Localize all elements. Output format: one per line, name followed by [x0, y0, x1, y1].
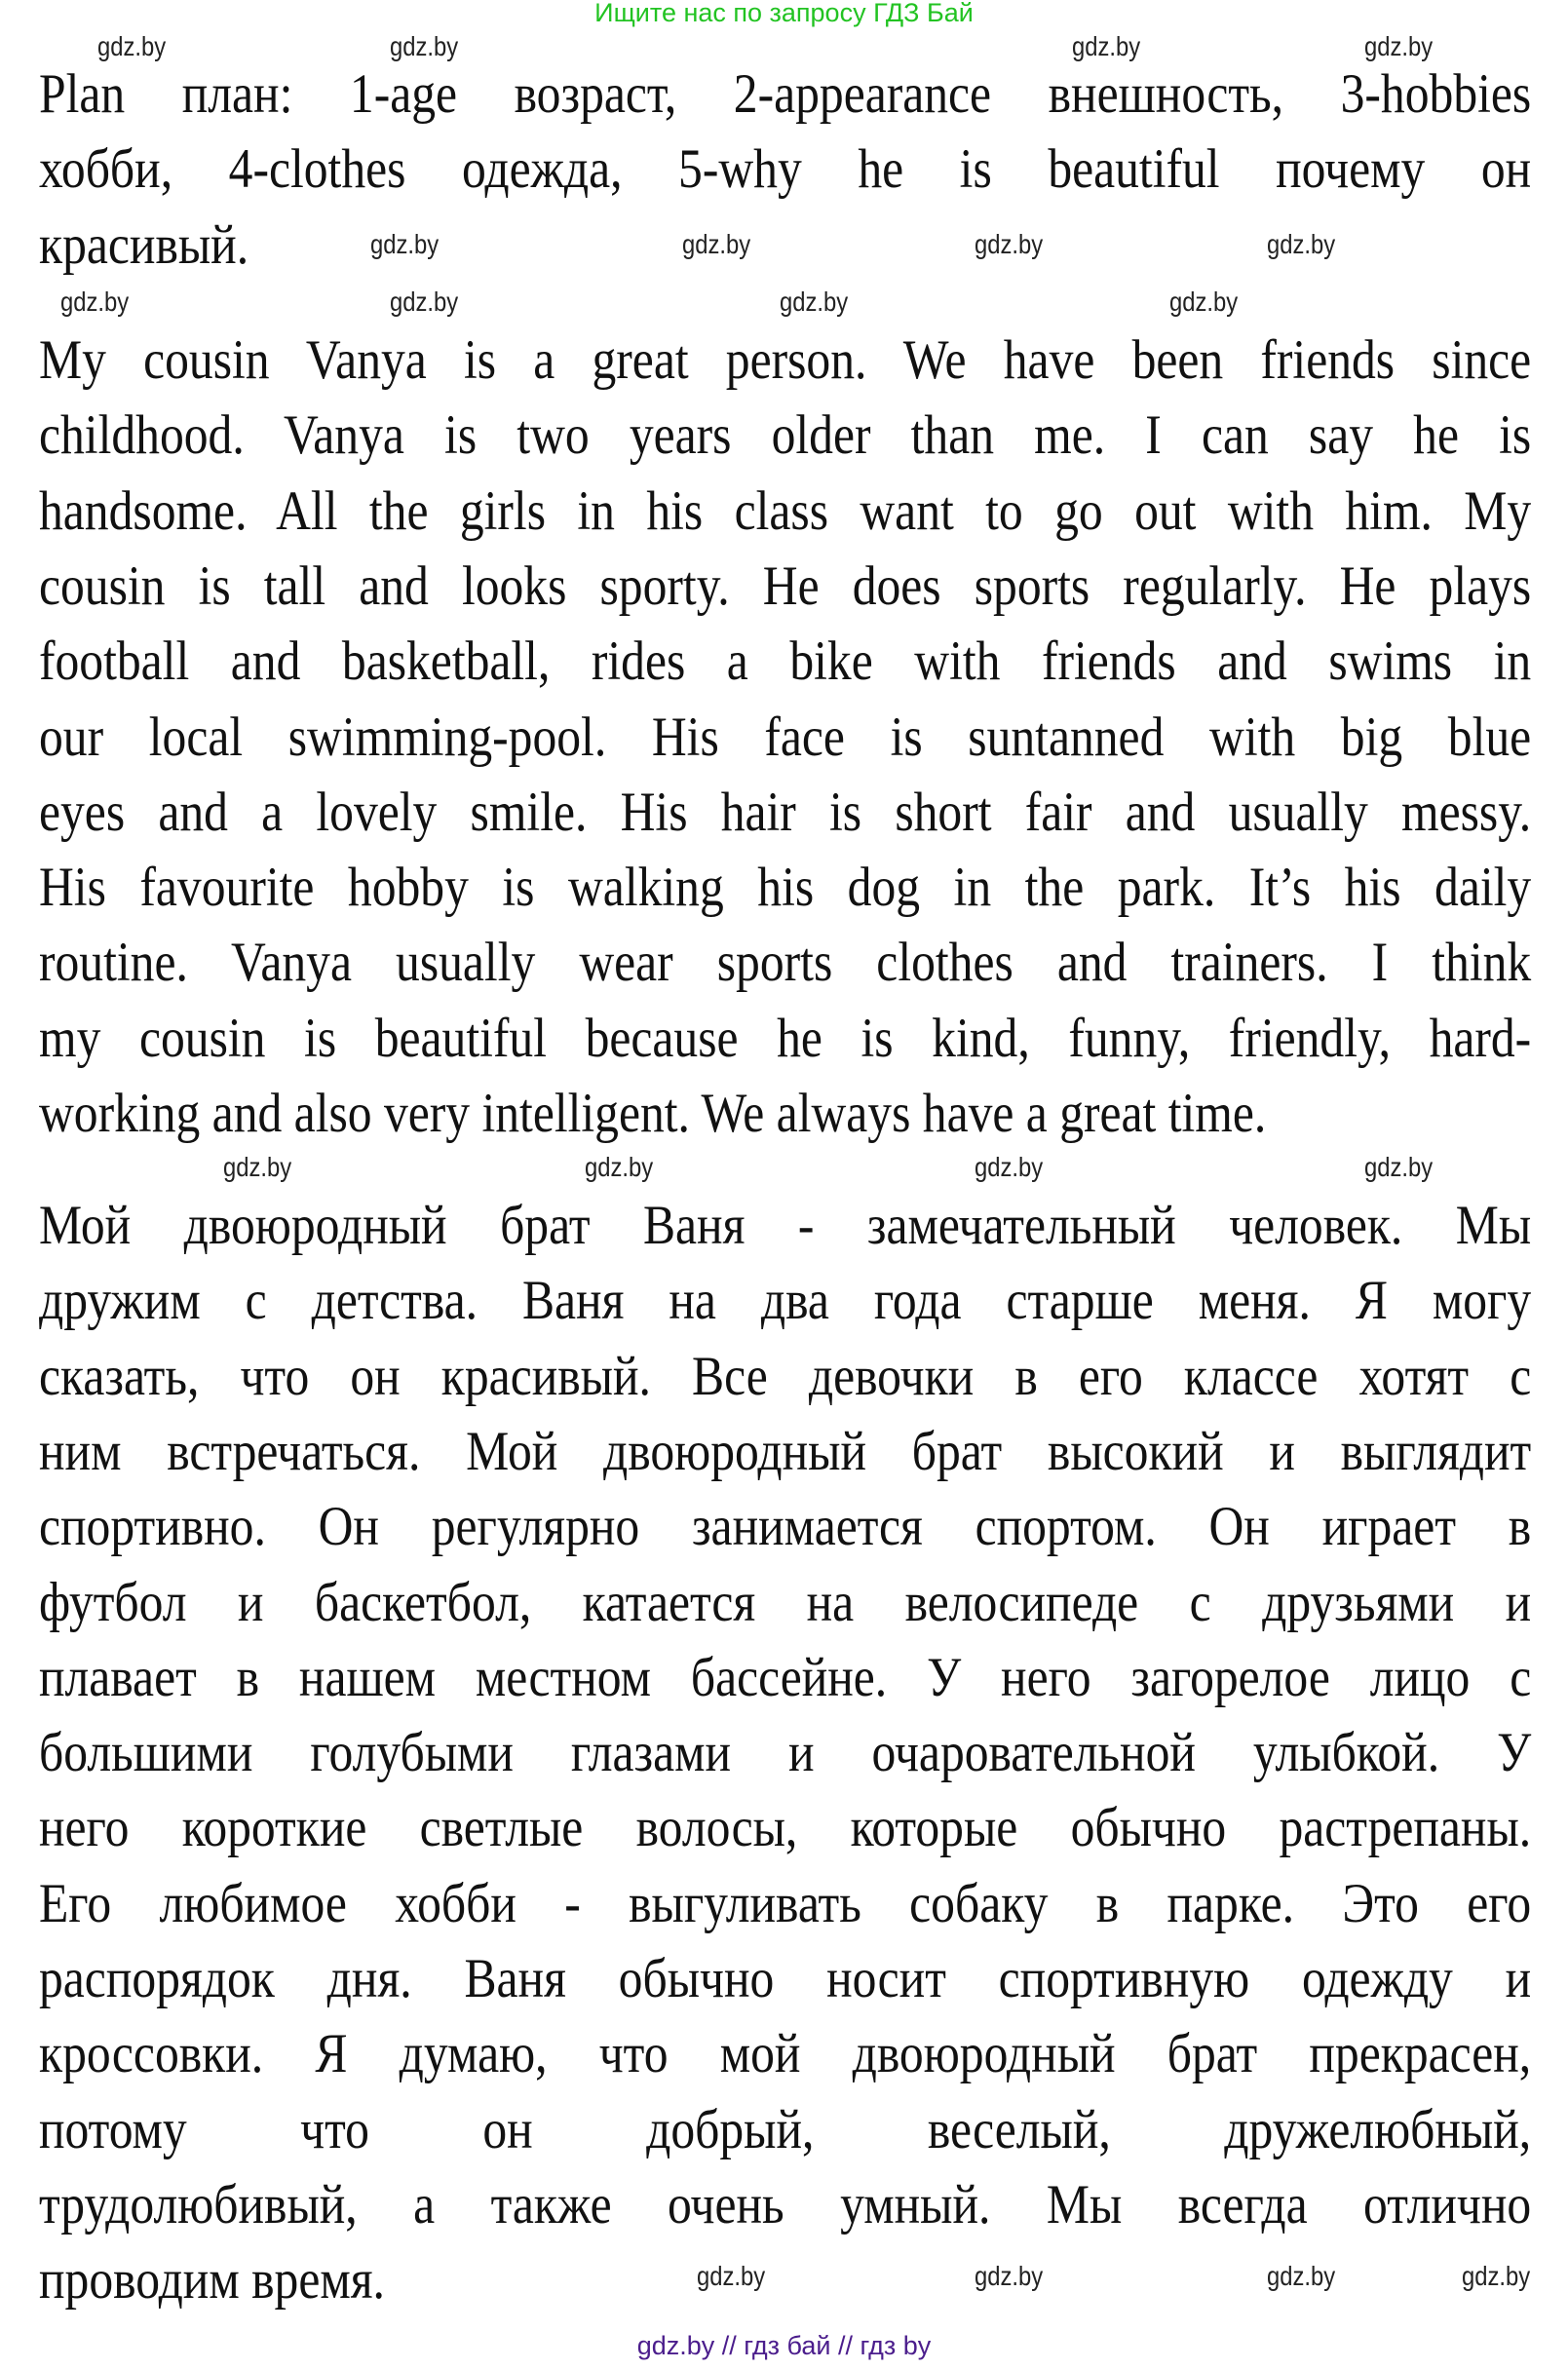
paragraph-2-line: routine. Vanya usually wear sports clothes and trainers. I think [39, 932, 1532, 993]
paragraph-3-line: большими голубыми глазами и очаровательной улыбкой. У [39, 1722, 1532, 1783]
paragraph-2-line: My cousin Vanya is a great person. We have been friends since [39, 329, 1532, 391]
watermark-text: gdz.by [390, 31, 459, 61]
watermark-text: gdz.by [975, 1152, 1044, 1182]
paragraph-2-line: football and basketball, rides a bike with friends and swims in [39, 630, 1532, 692]
paragraph-2-line: working and also very intelligent. We always have a great time. [39, 1083, 1267, 1144]
watermark-text: gdz.by [975, 229, 1044, 259]
watermark-text: gdz.by [585, 1152, 654, 1182]
paragraph-3-line: Мой двоюродный брат Ваня - замечательный человек. Мы [39, 1195, 1532, 1256]
paragraph-2-line: my cousin is beautiful because he is kind, funny, friendly, hard- [39, 1008, 1532, 1069]
paragraph-2-line: handsome. All the girls in his class want to go out with him. My [39, 480, 1532, 542]
watermark-text: gdz.by [682, 229, 751, 259]
paragraph-3-line: потому что он добрый, веселый, дружелюбный, [39, 2099, 1532, 2160]
search-banner-link[interactable]: Ищите нас по запросу ГДЗ Бай [594, 0, 974, 27]
paragraph-3-line: трудолюбивый, а также очень умный. Мы всегда отлично [39, 2174, 1532, 2235]
watermark-text: gdz.by [1462, 2261, 1531, 2291]
paragraph-2-line: cousin is tall and looks sporty. He does sports regularly. He plays [39, 555, 1532, 617]
paragraph-2-line: eyes and a lovely smile. His hair is short fair and usually messy. [39, 782, 1532, 843]
watermark-text: gdz.by [1169, 287, 1239, 317]
watermark-text: gdz.by [1267, 2261, 1336, 2291]
paragraph-3-line: него короткие светлые волосы, которые обычно растрепаны. [39, 1797, 1532, 1858]
watermark-text: gdz.by [780, 287, 849, 317]
paragraph-2-line: His favourite hobby is walking his dog in the park. It’s his daily [39, 857, 1532, 918]
paragraph-3-line: распорядок дня. Ваня обычно носит спортивную одежду и [39, 1948, 1532, 2009]
paragraph-1-line: Plan план: 1-age возраст, 2-appearance внешность, 3-hobbies [39, 63, 1532, 125]
watermark-text: gdz.by [697, 2261, 766, 2291]
paragraph-3-line: ним встречаться. Мой двоюродный брат высокий и выглядит [39, 1421, 1532, 1482]
paragraph-3-line: проводим время. [39, 2249, 385, 2311]
watermark-text: gdz.by [1364, 1152, 1434, 1182]
paragraph-3-line: спортивно. Он регулярно занимается спортом. Он играет в [39, 1496, 1532, 1557]
paragraph-2-line: our local swimming-pool. His face is suntanned with big blue [39, 707, 1532, 768]
paragraph-3-line: Его любимое хобби - выгуливать собаку в парке. Это его [39, 1873, 1532, 1934]
watermark-text: gdz.by [390, 287, 459, 317]
paragraph-3-line: дружим с детства. Ваня на два года старше меня. Я могу [39, 1270, 1532, 1331]
paragraph-2-line: childhood. Vanya is two years older than me. I can say he is [39, 404, 1532, 466]
watermark-text: gdz.by [1364, 31, 1434, 61]
watermark-text: gdz.by [370, 229, 440, 259]
watermark-text: gdz.by [60, 287, 130, 317]
watermark-text: gdz.by [97, 31, 167, 61]
watermark-text: gdz.by [1267, 229, 1336, 259]
paragraph-1-line: красивый. [39, 214, 249, 276]
watermark-text: gdz.by [1072, 31, 1141, 61]
paragraph-1-line: хобби, 4-clothes одежда, 5-why he is beautiful почему он [39, 138, 1532, 200]
watermark-text: gdz.by [223, 1152, 292, 1182]
paragraph-3-line: плавает в нашем местном бассейне. У него загорелое лицо с [39, 1647, 1532, 1708]
paragraph-3-line: кроссовки. Я думаю, что мой двоюродный брат прекрасен, [39, 2023, 1532, 2084]
paragraph-3-line: сказать, что он красивый. Все девочки в его классе хотят с [39, 1346, 1532, 1407]
watermark-text: gdz.by [975, 2261, 1044, 2291]
paragraph-3-line: футбол и баскетбол, катается на велосипеде с друзьями и [39, 1572, 1532, 1633]
footer-banner-link[interactable]: gdz.by // гдз бай // гдз by [636, 2331, 932, 2360]
